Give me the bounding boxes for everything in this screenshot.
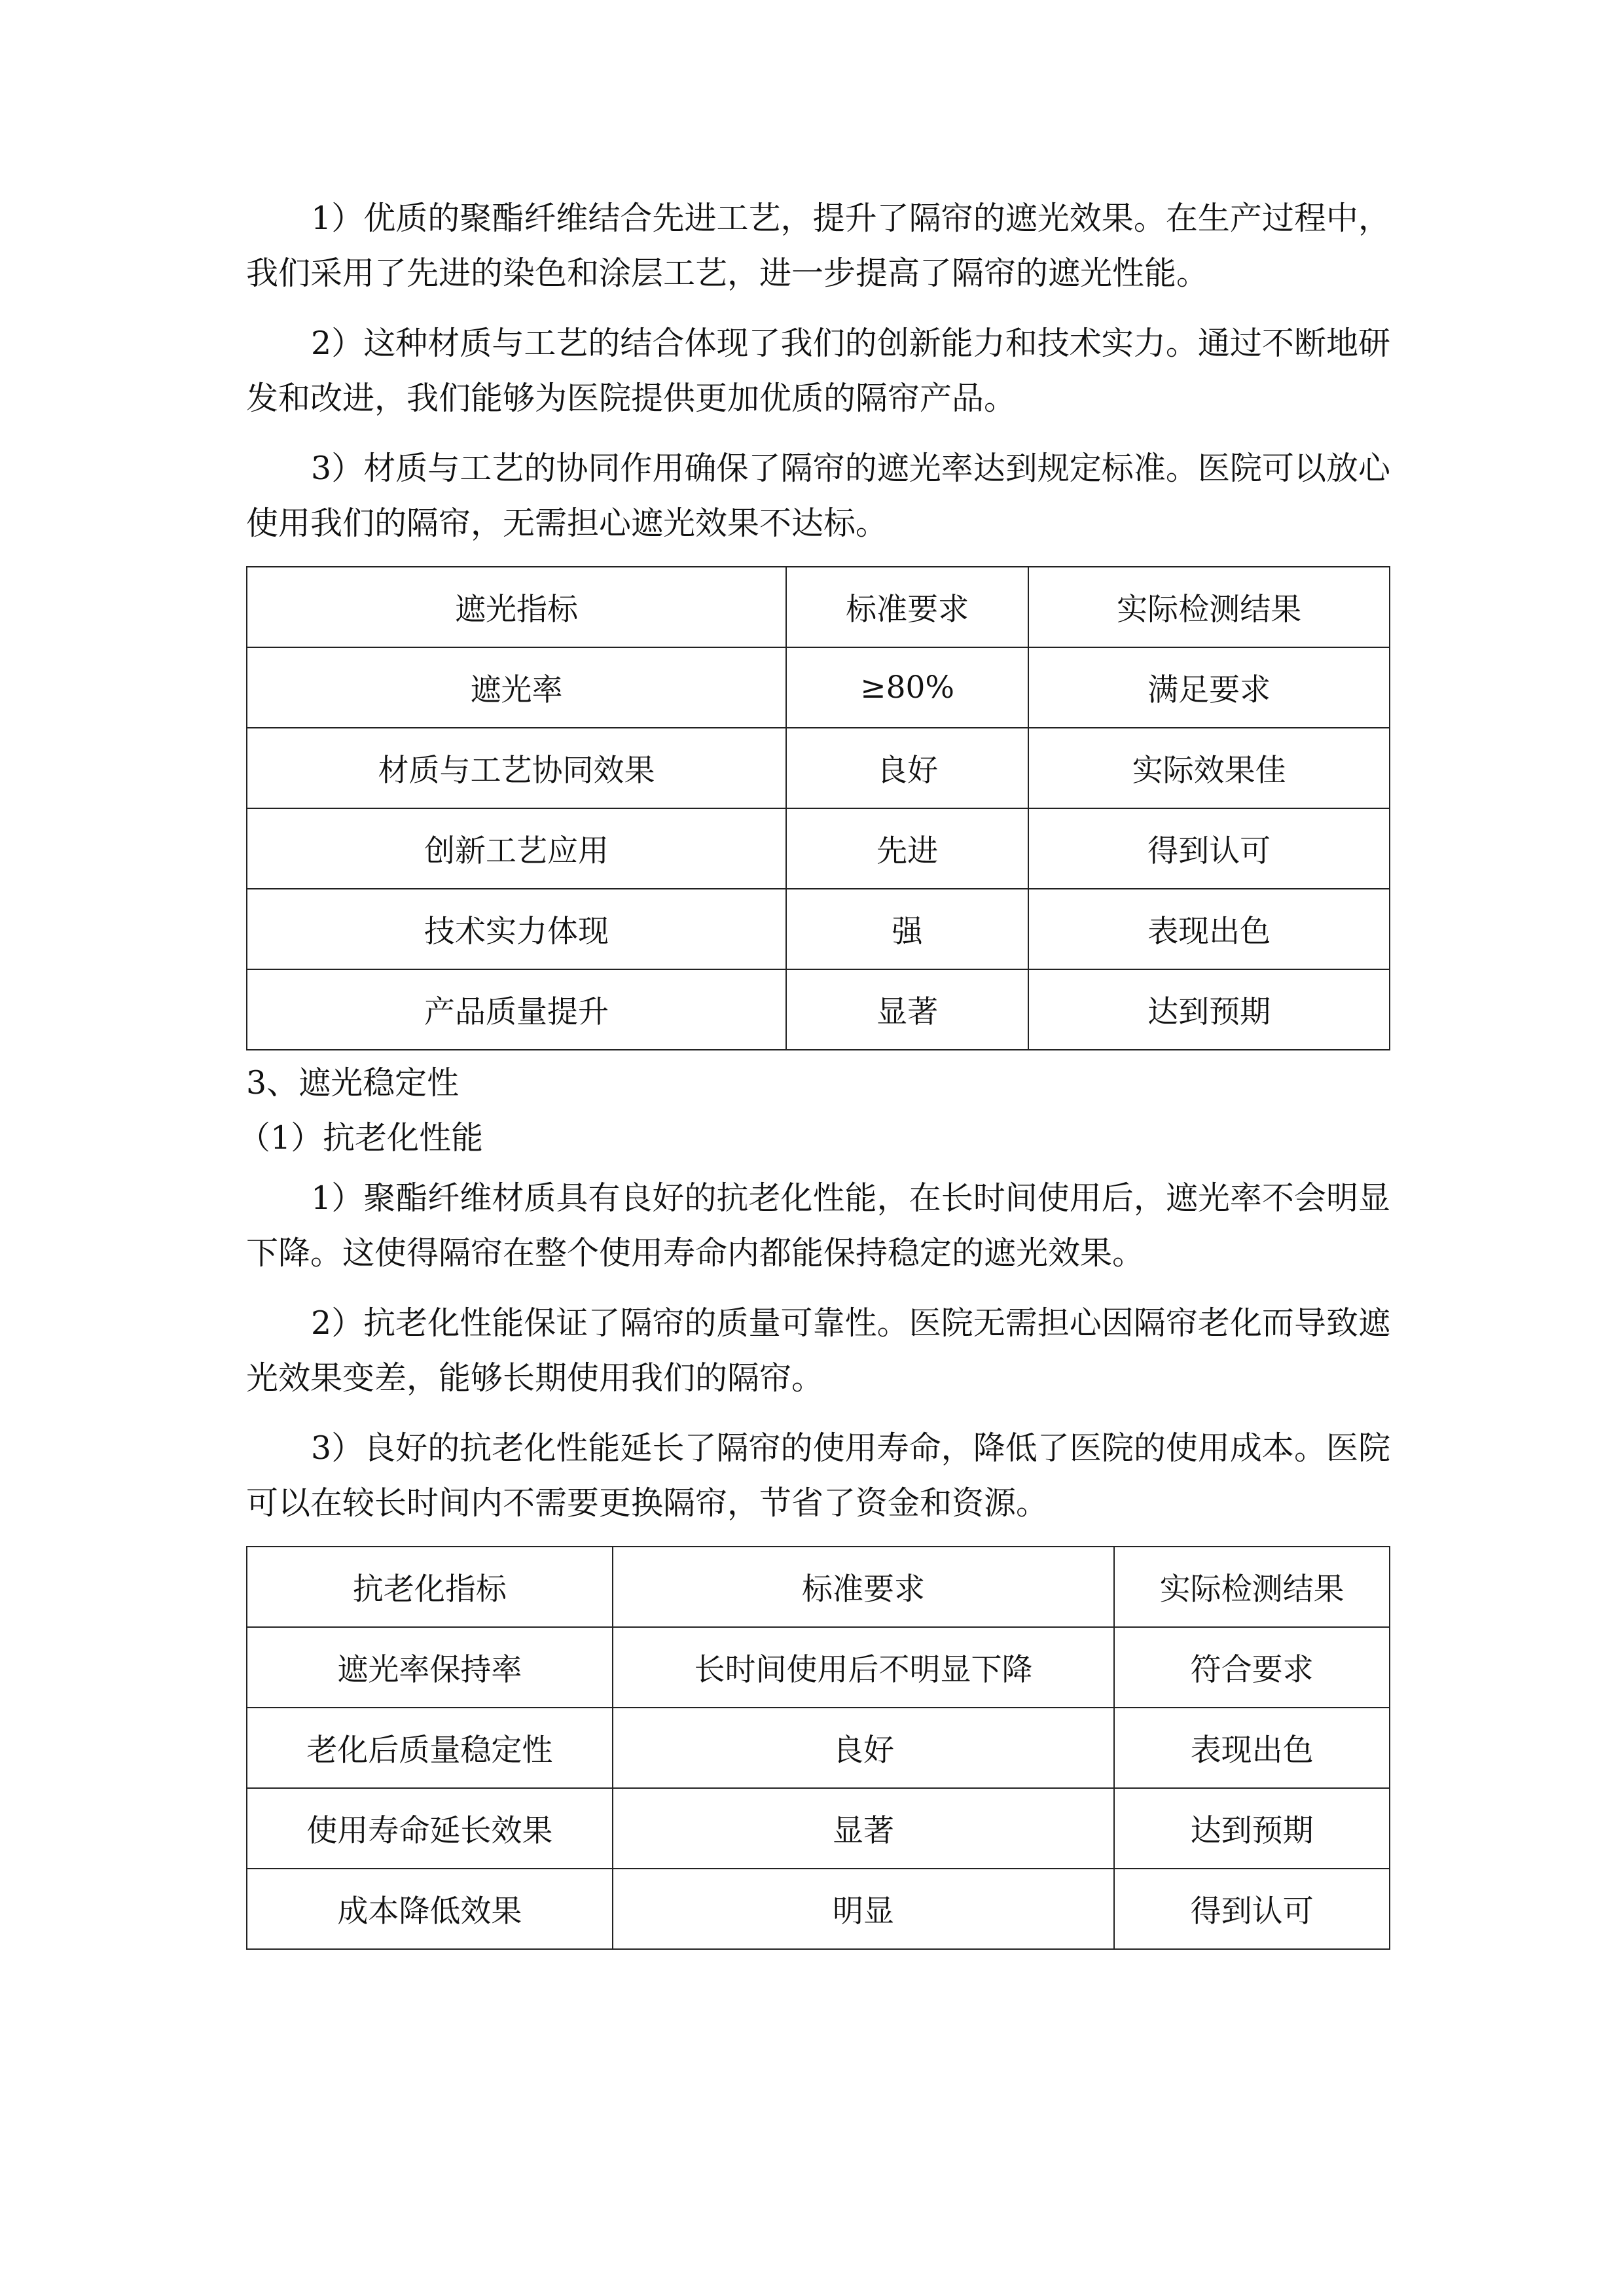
table-cell: 使用寿命延长效果	[247, 1788, 613, 1869]
table-cell: 明显	[613, 1869, 1114, 1949]
table-header-cell: 标准要求	[786, 567, 1028, 647]
paragraph-2: 2）这种材质与工艺的结合体现了我们的创新能力和技术实力。通过不断地研发和改进，我们能够为医院提供更加优质的隔帘产品。	[246, 325, 1390, 417]
table-row	[247, 728, 1390, 808]
table-row	[247, 808, 1390, 889]
paragraph-1: 1）优质的聚酯纤维结合先进工艺，提升了隔帘的遮光效果。在生产过程中，我们采用了先进的染色和涂层工艺，进一步提高了隔帘的遮光性能。	[246, 200, 1390, 292]
table-cell: 先进	[786, 808, 1028, 889]
table-cell: 显著	[613, 1788, 1114, 1869]
table-row	[247, 1708, 1390, 1788]
table-header-cell: 实际检测结果	[1114, 1547, 1390, 1627]
table-row	[247, 1627, 1390, 1708]
table-row	[247, 1869, 1390, 1949]
table-cell: 得到认可	[1114, 1869, 1390, 1949]
table-cell: 达到预期	[1114, 1788, 1390, 1869]
shading-indicator-table	[246, 566, 1390, 1050]
paragraph-3: 3）材质与工艺的协同作用确保了隔帘的遮光率达到规定标准。医院可以放心使用我们的隔帘，无需担心遮光效果不达标。	[246, 450, 1390, 542]
table-cell: 表现出色	[1028, 889, 1390, 969]
paragraph-6: 3）良好的抗老化性能延长了隔帘的使用寿命，降低了医院的使用成本。医院可以在较长时间内不需要更换隔帘，节省了资金和资源。	[246, 1429, 1390, 1522]
table-header-cell: 标准要求	[613, 1547, 1114, 1627]
anti-aging-indicator-table	[246, 1546, 1390, 1950]
section-heading: 3、遮光稳定性	[246, 1064, 460, 1102]
subsection-heading: （1）抗老化性能	[238, 1119, 484, 1157]
table-cell: 遮光率	[247, 647, 786, 728]
table-cell: 符合要求	[1114, 1627, 1390, 1708]
table-header-cell: 抗老化指标	[247, 1547, 613, 1627]
table-header-cell: 遮光指标	[247, 567, 786, 647]
table-cell: 强	[786, 889, 1028, 969]
table-cell: 达到预期	[1028, 969, 1390, 1050]
paragraph-5: 2）抗老化性能保证了隔帘的质量可靠性。医院无需担心因隔帘老化而导致遮光效果变差，能够长期使用我们的隔帘。	[246, 1304, 1390, 1397]
table-cell: 满足要求	[1028, 647, 1390, 728]
table-row	[247, 969, 1390, 1050]
table-cell: 材质与工艺协同效果	[247, 728, 786, 808]
table-cell: 得到认可	[1028, 808, 1390, 889]
document-page	[238, 191, 1390, 1955]
table-cell: 表现出色	[1114, 1708, 1390, 1788]
table-cell: 技术实力体现	[247, 889, 786, 969]
table-cell: 良好	[613, 1708, 1114, 1788]
table-header-cell: 实际检测结果	[1028, 567, 1390, 647]
table-row	[247, 889, 1390, 969]
paragraph-4: 1）聚酯纤维材质具有良好的抗老化性能，在长时间使用后，遮光率不会明显下降。这使得隔帘在整个使用寿命内都能保持稳定的遮光效果。	[246, 1179, 1390, 1272]
table-row	[247, 1788, 1390, 1869]
table-cell: 显著	[786, 969, 1028, 1050]
table-cell: 良好	[786, 728, 1028, 808]
table-cell: 老化后质量稳定性	[247, 1708, 613, 1788]
table-cell: 长时间使用后不明显下降	[613, 1627, 1114, 1708]
table-cell: ≥80%	[786, 647, 1028, 728]
table-cell: 遮光率保持率	[247, 1627, 613, 1708]
table-header-row	[247, 567, 1390, 647]
table-cell: 实际效果佳	[1028, 728, 1390, 808]
table-row	[247, 647, 1390, 728]
table-cell: 成本降低效果	[247, 1869, 613, 1949]
table-cell: 产品质量提升	[247, 969, 786, 1050]
table-header-row	[247, 1547, 1390, 1627]
table-cell: 创新工艺应用	[247, 808, 786, 889]
